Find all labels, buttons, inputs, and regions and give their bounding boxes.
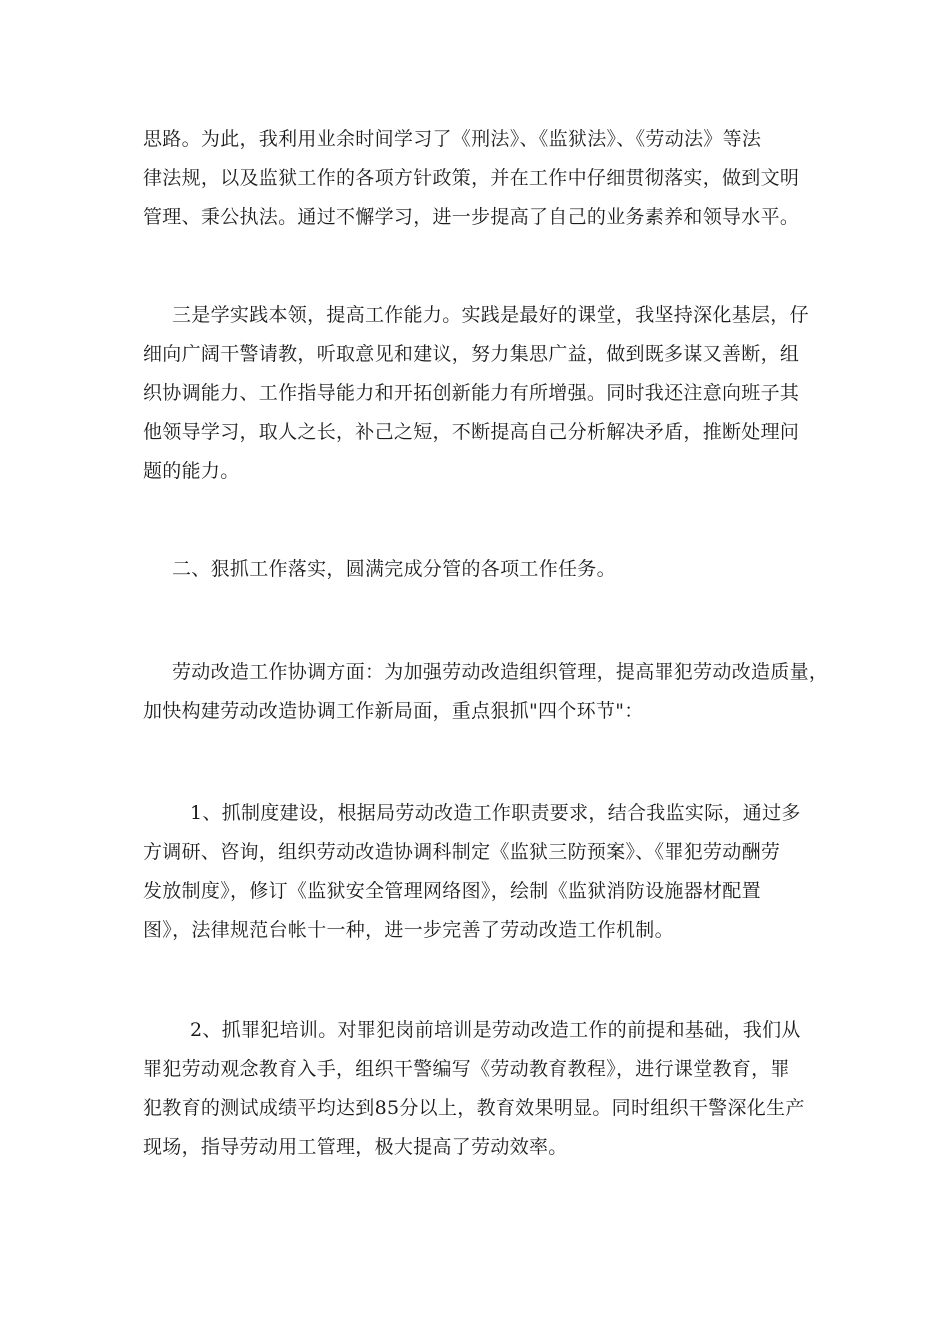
text-line: 管理、秉公执法。通过不懈学习，进一步提高了自己的业务素养和领导水平。 bbox=[143, 206, 800, 228]
text-line: 图》，法律规范台帐十一种，进一步完善了劳动改造工作机制。 bbox=[143, 919, 674, 941]
text-line: 细向广阔干警请教，听取意见和建议，努力集思广益，做到既多谋又善断，组 bbox=[143, 343, 800, 365]
text-line: 思路。为此，我利用业余时间学习了《刑法》、《监狱法》、《劳动法》等法 bbox=[143, 128, 762, 150]
text-line: 1、抓制度建设，根据局劳动改造工作职责要求，结合我监实际，通过多 bbox=[190, 802, 801, 824]
text-line: 罪犯劳动观念教育入手，组织干警编写《劳动教育教程》，进行课堂教育，罪 bbox=[143, 1058, 790, 1080]
text-line: 2、抓罪犯培训。对罪犯岗前培训是劳动改造工作的前提和基础，我们从 bbox=[190, 1019, 801, 1041]
text-line: 律法规，以及监狱工作的各项方针政策，并在工作中仔细贯彻落实，做到文明 bbox=[143, 167, 800, 189]
text-line: 他领导学习，取人之长，补己之短，不断提高自己分析解决矛盾，推断处理问 bbox=[143, 421, 800, 443]
text-line: 劳动改造工作协调方面：为加强劳动改造组织管理，提高罪犯劳动改造质量， bbox=[172, 661, 829, 683]
text-line: 加快构建劳动改造协调工作新局面，重点狠抓"四个环节"： bbox=[143, 700, 644, 722]
text-line: 题的能力。 bbox=[143, 460, 240, 482]
text-line: 犯教育的测试成绩平均达到85分以上，教育效果明显。同时组织干警深化生产 bbox=[143, 1097, 805, 1119]
text-line: 三是学实践本领，提高工作能力。实践是最好的课堂，我坚持深化基层，仔 bbox=[172, 304, 809, 326]
text-line: 织协调能力、工作指导能力和开拓创新能力有所增强。同时我还注意向班子其 bbox=[143, 382, 800, 404]
text-line: 现场，指导劳动用工管理，极大提高了劳动效率。 bbox=[143, 1136, 568, 1158]
text-line: 二、狠抓工作落实，圆满完成分管的各项工作任务。 bbox=[172, 558, 616, 580]
text-line: 方调研、咨询，组织劳动改造协调科制定《监狱三防预案》、《罪犯劳动酬劳 bbox=[143, 841, 781, 863]
text-line: 发放制度》，修订《监狱安全管理网络图》，绘制《监狱消防设施器材配置 bbox=[143, 880, 761, 902]
